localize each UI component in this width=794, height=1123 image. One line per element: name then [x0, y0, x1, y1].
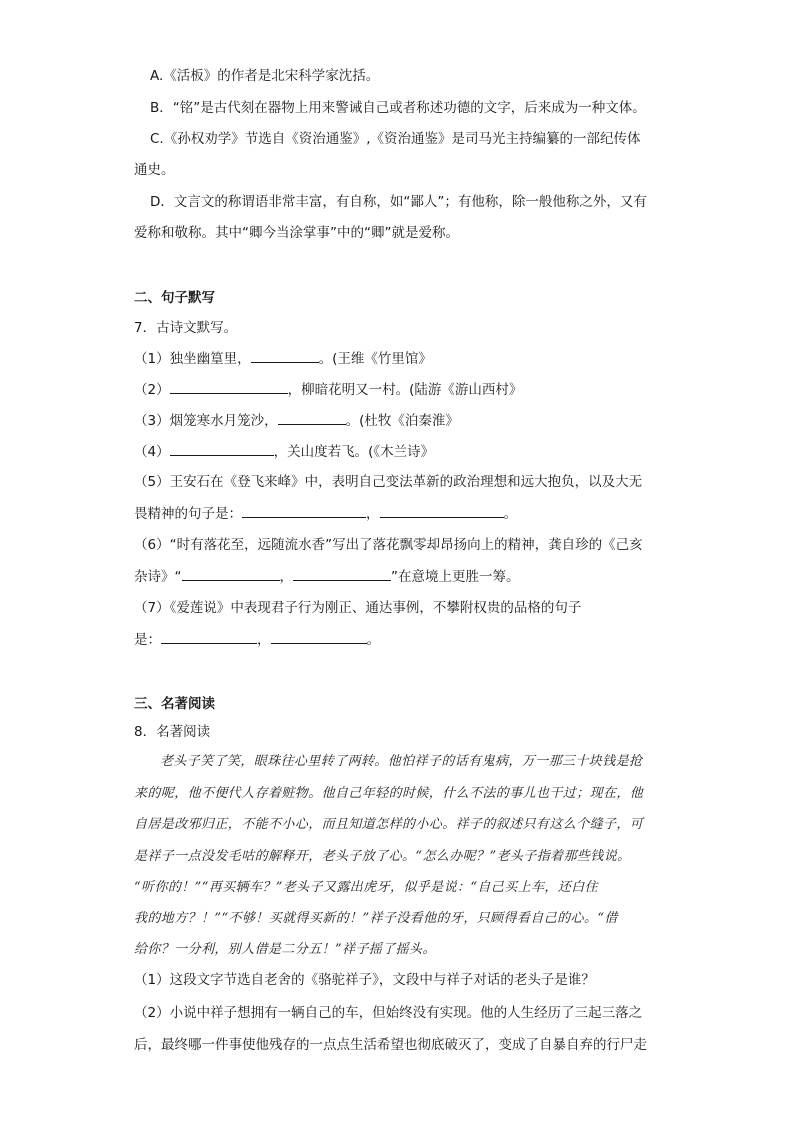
answer-blank[interactable]	[182, 566, 280, 581]
answer-blank[interactable]	[170, 379, 288, 394]
passage-line: 是祥子一点没发毛咕的解释开，老头子放了心。“怎么办呢？”老头子指着那些钱说。	[134, 849, 631, 864]
question-8: 8．名著阅读	[134, 724, 211, 740]
answer-blank[interactable]	[271, 629, 367, 644]
question-7: 7．古诗文默写。	[134, 320, 238, 336]
recitation-item-1: （1）独坐幽篁里， 。(王维《竹里馆》	[134, 348, 432, 369]
section-3-title: 三、名著阅读	[134, 696, 215, 712]
answer-blank[interactable]	[293, 566, 391, 581]
option-c-line1: C.《孙权劝学》节选自《资治通鉴》,《资治通鉴》是司马光主持编纂的一部纪传体	[150, 131, 641, 147]
recitation-item-7-line1: （7）《爱莲说》中表现君子行为刚正、通达事例，不攀附权贵的品格的句子	[134, 600, 582, 616]
sub-question-2-line2: 后，最终哪一件事使他残存的一点点生活希望也彻底破灭了，变成了自暴自弃的行尸走	[134, 1037, 647, 1053]
recitation-item-2: （2） ，柳暗花明又一村。(陆游《游山西村》	[134, 379, 522, 400]
section-2-title: 二、句子默写	[134, 290, 215, 306]
recitation-item-3: （3）烟笼寒水月笼沙， 。(杜牧《泊秦淮》	[134, 410, 459, 431]
recitation-item-4: （4） ，关山度若飞。(《木兰诗》	[134, 441, 434, 462]
passage-line: 来的呢，他不便代人存着赃物。他自己年轻的时候，什么不法的事儿也干过；现在，他	[134, 786, 644, 801]
sub-question-2-line1: （2）小说中祥子想拥有一辆自己的车，但始终没有实现。他的人生经历了三起三落之	[134, 1005, 643, 1021]
option-d-line1: D．文言文的称谓语非常丰富，有自称，如“鄙人”；有他称，除一般他称之外，又有	[150, 194, 647, 210]
sub-question-1: （1）这段文字节选自老舍的《骆驼祥子》，文段中与祥子对话的老头子是谁？	[134, 972, 595, 988]
passage-line: “听你的！”“再买辆车？”老头子又露出虎牙，似乎是说：“自己买上车，还白住	[134, 880, 599, 895]
answer-blank[interactable]	[242, 503, 366, 518]
passage-line: 给你？一分利，别人借是二分五！”祥子摇了摇头。	[134, 942, 436, 957]
option-d-line2: 爱称和敬称。其中“卿今当涂掌事”中的“卿”就是爱称。	[134, 225, 459, 241]
recitation-item-5-line1: （5）王安石在《登飞来峰》中，表明自己变法革新的政治理想和远大抱负，以及大无	[134, 474, 643, 490]
passage-line: 老头子笑了笑，眼珠往心里转了两转。他怕祥子的话有鬼病，万一那三十块钱是抢	[160, 754, 643, 769]
recitation-item-6-line2: 杂诗》“ ， ”在意境上更胜一筹。	[134, 566, 520, 587]
option-b: B．“铭”是古代刻在器物上用来警诫自己或者称述功德的文字，后来成为一种文体。	[150, 100, 646, 116]
option-c-line2: 通史。	[134, 162, 175, 178]
answer-blank[interactable]	[251, 348, 319, 363]
recitation-item-5-line2: 畏精神的句子是： ， 。	[134, 503, 517, 524]
passage-line: 我的地方？！”“不够！买就得买新的！”祥子没看他的牙，只顾得看自己的心。“借	[134, 911, 618, 926]
passage-line: 自居是改邪归正，不能不小心，而且知道怎样的小心。祥子的叙述只有这么个缝子，可	[134, 817, 644, 832]
recitation-item-6-line1: （6）“时有落花至，远随流水香”写出了落花飘零却昂扬向上的精神，龚自珍的《己亥	[134, 537, 643, 553]
option-a: A.《活板》的作者是北宋科学家沈括。	[150, 68, 380, 84]
recitation-item-7-line2: 是： ， 。	[134, 629, 380, 650]
answer-blank[interactable]	[161, 629, 257, 644]
answer-blank[interactable]	[170, 441, 274, 456]
answer-blank[interactable]	[278, 410, 346, 425]
answer-blank[interactable]	[380, 503, 504, 518]
